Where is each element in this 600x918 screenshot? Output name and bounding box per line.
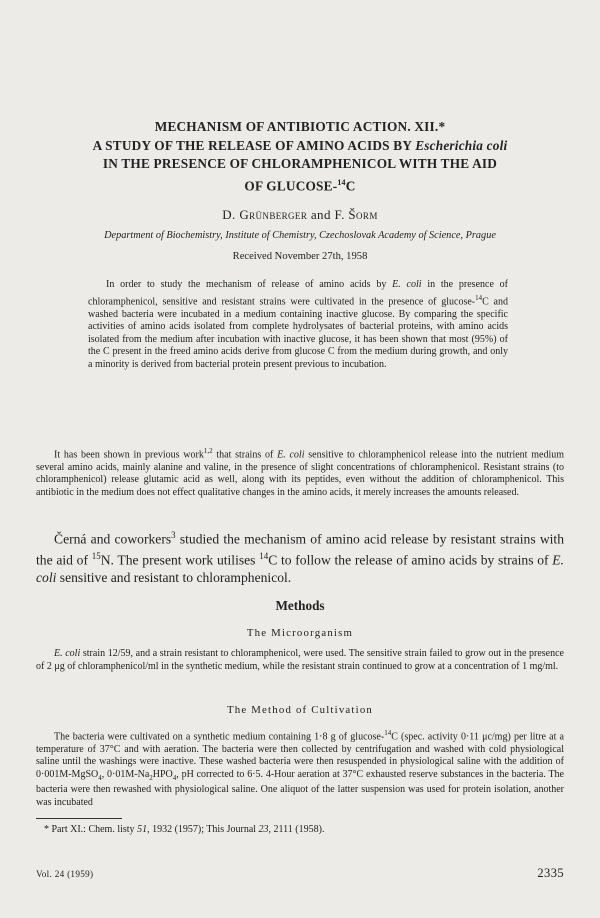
cult-isotope: 14: [384, 729, 392, 737]
author-2-initial: F.: [334, 207, 349, 222]
cerna-text: [36, 527, 564, 586]
title-line-2-text: A STUDY OF THE RELEASE OF AMINO ACIDS BY: [92, 137, 416, 153]
cult-text-2: C (spec. activity 0·11 μc/mg) per litre at a temperature of 37°C and with aeration. The bacteria were then collected by centrifugation and washed with cold physiological saline until the washings were inactive. These washed bacteria were then resuspended in physiological saline with the addition of 0·001M-MgSO: [36, 731, 565, 780]
affiliation: Department of Biochemistry, Institute of Chemistry, Czechoslovak Academy of Science, Prague: [104, 230, 496, 241]
abstract-isotope: 14: [475, 293, 483, 302]
footnote-text-1: * Part XI.: Chem. listy: [44, 824, 138, 835]
cult-sub-2: 2: [149, 773, 153, 782]
title-line-4: [30, 174, 570, 196]
methods-heading: Methods: [275, 598, 325, 613]
footnote-divider: [36, 818, 122, 819]
cerna-text-5: sensitive and resistant to chloramphenicol.: [56, 569, 292, 585]
cerna-text-3: N. The present work utilises: [100, 552, 260, 568]
cerna-text-1: Černá and coworkers: [54, 531, 172, 547]
intro-text-1: It has been shown in previous work: [54, 449, 204, 461]
title-line-3: IN THE PRESENCE OF CHLORAMPHENICOL WITH THE AID: [102, 156, 498, 171]
title-line-4-text: OF GLUCOSE-: [244, 177, 338, 193]
abstract-text-2: in the presence of chloramphenicol, sensitive and resistant strains were cultivated in the presence of glucose-: [88, 279, 509, 307]
abstract-text-1: In order to study the mechanism of release of amino acids by: [106, 279, 393, 290]
page-number: 2335: [537, 866, 564, 880]
microorganism-heading: The Microorganism: [246, 627, 354, 639]
abstract-paragraph: [88, 279, 508, 371]
cult-text-4: HPO: [152, 768, 173, 780]
cerna-species: E. coli: [36, 552, 564, 585]
cerna-ref: 3: [171, 530, 176, 540]
cerna-isotope-n: 15: [91, 551, 101, 562]
cerna-text-2: studied the mechanism of amino acid release by resistant strains with the aid of: [36, 531, 564, 568]
title-species: Escherichia coli: [415, 137, 508, 153]
cultivation-paragraph: [36, 727, 564, 809]
intro-species: E. coli: [277, 449, 305, 461]
intro-ref: 1,2: [203, 447, 213, 455]
footnote-volume-2: 23: [258, 824, 269, 835]
article-title: [30, 118, 570, 195]
intro-text-2: that strains of: [212, 449, 278, 461]
authors: [30, 207, 570, 223]
cult-sub-3: 4: [172, 773, 177, 782]
title-line-2: [30, 137, 570, 156]
abstract: [88, 279, 508, 371]
footnote-text-2: , 1932 (1957); This Journal: [147, 824, 259, 835]
abstract-text-3: C and washed bacteria were incubated in a medium containing inactive glucose. By comparing the specific activities of amino acids isolated from complete hydrolysates of bacterial proteins, with amino acids isolated from the medium after incubation with inactive glucose, it has been shown that most (95%) of the C present in the freed amino acids derive from glucose C from the medium during growth, and only a minority is derived from bacterial protein present previous to incubation.: [88, 295, 508, 370]
cerna-paragraph: [36, 527, 564, 586]
footnote-volume-1: 51: [137, 824, 148, 835]
cultivation-heading: The Method of Cultivation: [226, 704, 374, 716]
abstract-species: E. coli: [392, 279, 422, 290]
cult-text-3: , 0·01M-Na: [101, 768, 150, 780]
author-1-name: Grünberger: [239, 207, 308, 222]
microorganism-text: [36, 648, 564, 673]
cerna-isotope-c: 14: [259, 551, 269, 562]
author-2-name: Šorm: [348, 207, 378, 222]
received-date: Received November 27th, 1958: [232, 251, 368, 262]
title-line-1: MECHANISM OF ANTIBIOTIC ACTION. XII.*: [154, 119, 446, 134]
cultivation-text: [36, 727, 564, 809]
intro-paragraph: [36, 445, 564, 499]
footnote: [44, 824, 564, 835]
journal-volume: Vol. 24 (1959): [36, 869, 94, 879]
cult-sub-1: 4: [98, 773, 102, 782]
footnote-text-3: , 2111 (1958).: [268, 824, 325, 835]
authors-conjunction: and: [307, 207, 335, 222]
microorganism-paragraph: [36, 648, 564, 673]
intro-text: [36, 445, 564, 499]
title-line-4-end: C: [345, 177, 356, 193]
micro-species: E. coli: [54, 648, 81, 659]
intro-text-3: sensitive to chloramphenicol release into the nutrient medium several amino acids, mainly alanine and valine, in the presence of slight concentrations of chloramphenicol. Resistant strains (to chloramphenicol) release glutamic acid as well, along with its peptides, even without the addition of chloramphenicol. This antibiotic in the medium does not effect qualitative changes in the amino acids, it merely increases the amounts released.: [36, 449, 565, 498]
cult-text-1: The bacteria were cultivated on a synthetic medium containing 1·8 g of glucose-: [54, 731, 385, 743]
cult-text-5: , pH corrected to 6·5. 4-Hour aeration at 37°C exhausted reserve substances in the bacteria. The bacteria were then rewashed with physiological saline. One aliquot of the latter suspension was used for protein isolation, another was incubated: [36, 768, 564, 808]
author-1-initial: D.: [222, 207, 240, 222]
micro-text: strain 12/59, and a strain resistant to chloramphenicol, were used. The sensitive strain failed to grow out in the presence of 2 μg of chloramphenicol/ml in the synthetic medium, while the resistant strain continued to grow at a concentration of 1 mg/ml.: [36, 648, 564, 672]
cerna-text-4: C to follow the release of amino acids by strains of: [268, 552, 553, 568]
title-isotope: 14: [337, 177, 346, 187]
